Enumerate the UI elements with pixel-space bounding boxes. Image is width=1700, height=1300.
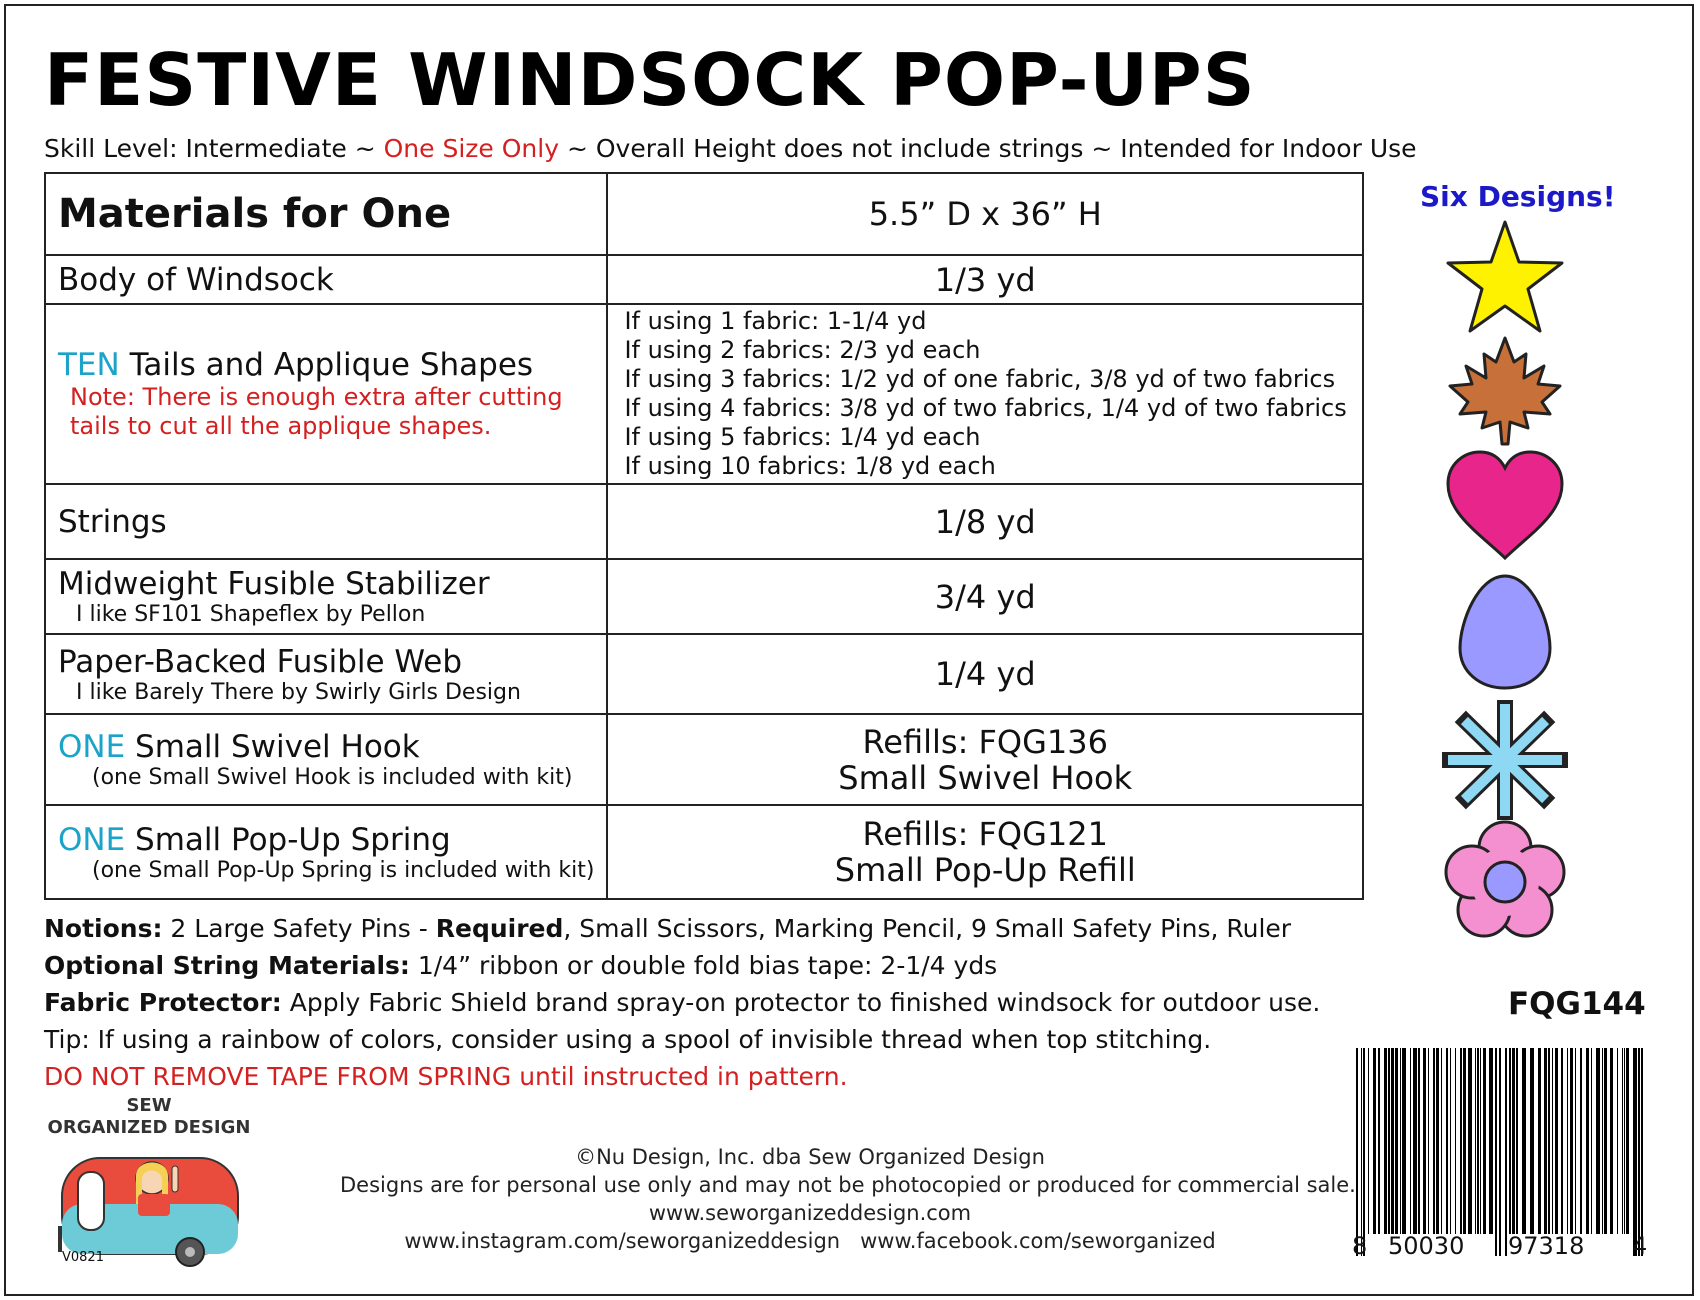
barcode-bar (1378, 1048, 1380, 1234)
version-code: V0821 (62, 1250, 104, 1265)
list-item: If using 1 fabric: 1-1/4 yd (624, 307, 927, 335)
spring-sub: (one Small Pop-Up Spring is included with kit) (92, 857, 595, 883)
table-row (45, 255, 1363, 304)
hook-refill-name: Small Swivel Hook (838, 758, 1133, 797)
tails-label: Tails and Applique Shapes (119, 347, 534, 383)
website-link[interactable]: www.seworganizeddesign.com (648, 1201, 972, 1225)
barcode-bar (1446, 1048, 1448, 1234)
star-icon (1440, 218, 1570, 338)
stabilizer-sub: I like SF101 Shapeflex by Pellon (76, 602, 426, 627)
maple-leaf-icon (1440, 332, 1570, 452)
barcode-bar (1538, 1048, 1541, 1234)
table-row (45, 714, 1363, 805)
barcode-bar (1575, 1048, 1576, 1234)
size-value: 5.5” D x 36” H (868, 195, 1102, 233)
barcode-bar (1477, 1048, 1479, 1234)
barcode-bar (1548, 1048, 1550, 1234)
tip-line: Tip: If using a rainbow of colors, consider using a spool of invisible thread when top stitching. (44, 1025, 1212, 1054)
barcode-bar (1512, 1048, 1515, 1234)
body-value: 1/3 yd (934, 260, 1036, 299)
barcode-bar (1418, 1048, 1420, 1234)
fusible-web-label: Paper-Backed Fusible Web (58, 643, 462, 680)
barcode-bar (1361, 1048, 1362, 1256)
barcode-bar (1499, 1048, 1501, 1256)
egg-icon (1440, 572, 1570, 692)
hook-label-line (58, 729, 594, 765)
barcode-bar (1433, 1048, 1435, 1234)
table-row (45, 559, 1363, 634)
barcode-bar (1475, 1048, 1476, 1234)
list-item: If using 2 fabrics: 2/3 yd each (624, 336, 981, 364)
barcode-bar (1436, 1048, 1439, 1234)
barcode-bar (1602, 1048, 1603, 1234)
skill-level-line (44, 134, 1417, 163)
barcode-bar (1561, 1048, 1563, 1234)
barcode-bar (1626, 1048, 1629, 1234)
barcode-bar (1638, 1048, 1640, 1256)
stabilizer-label: Midweight Fusible Stabilizer (58, 566, 490, 602)
materials-header: Materials for One (58, 191, 452, 237)
barcode-bar (1622, 1048, 1623, 1234)
instagram-link[interactable]: www.instagram.com/seworganizeddesign (404, 1229, 841, 1253)
barcode-bar (1617, 1048, 1618, 1234)
barcode-bar (1402, 1048, 1406, 1234)
barcode-image (1350, 1048, 1650, 1258)
barcode-bar (1516, 1048, 1518, 1234)
barcode-digit-group: 50030 (1388, 1232, 1465, 1260)
one-size-only-text: One Size Only (383, 134, 560, 163)
barcode-bar (1468, 1048, 1472, 1234)
social-links (340, 1227, 1280, 1255)
stabilizer-value: 3/4 yd (934, 577, 1036, 616)
barcode-digit-group: 97318 (1508, 1232, 1585, 1260)
barcode-bar (1368, 1048, 1369, 1234)
fusible-web-sub: I like Barely There by Swirly Girls Design (76, 679, 521, 705)
barcode-bar (1460, 1048, 1462, 1234)
barcode-bar (1544, 1048, 1547, 1234)
barcode-bar (1450, 1048, 1451, 1234)
list-item: If using 3 fabrics: 1/2 yd of one fabric, 3/8 yd of two fabrics (624, 365, 1336, 393)
barcode-bar (1552, 1048, 1553, 1234)
barcode-bar (1633, 1048, 1637, 1256)
tails-count: TEN (58, 347, 120, 383)
barcode-digit-group: 4 (1632, 1232, 1648, 1260)
barcode-bar (1400, 1048, 1401, 1234)
barcode-bar (1641, 1048, 1643, 1256)
barcode-bar (1388, 1048, 1390, 1234)
tails-note: Note: There is enough extra after cutting tails to cut all the applique shapes. (70, 383, 563, 440)
barcode-bar (1586, 1048, 1589, 1234)
table-row (45, 634, 1363, 714)
materials-table (44, 172, 1364, 900)
optional-string-line: Optional String Materials: 1/4” ribbon or double fold bias tape: 2-1/4 yds (44, 951, 998, 980)
barcode-bar (1395, 1048, 1398, 1234)
barcode-bar (1363, 1048, 1365, 1256)
barcode-bar (1441, 1048, 1442, 1234)
page-title: FESTIVE WINDSOCK POP-UPS (44, 38, 1256, 122)
six-designs-heading: Six Designs! (1420, 180, 1616, 213)
notions-line: Notions: 2 Large Safety Pins - Required, Small Scissors, Marking Pencil, 9 Small Safety Pins, Ruler (44, 914, 1292, 943)
barcode-bar (1413, 1048, 1417, 1234)
snowflake-icon (1440, 700, 1570, 820)
barcode-bar (1570, 1048, 1573, 1234)
warning-line: DO NOT REMOVE TAPE FROM SPRING until instructed in pattern. (44, 1062, 848, 1091)
fabric-options-list (608, 307, 1362, 481)
barcode-bar (1555, 1048, 1558, 1234)
tails-label-line (58, 347, 594, 383)
spring-refill: Refills: FQG121 (862, 815, 1108, 853)
table-row (45, 304, 1363, 484)
logo-text: SEW ORGANIZED DESIGN (47, 1095, 251, 1138)
list-item: If using 10 fabrics: 1/8 yd each (624, 452, 996, 480)
barcode-bar (1428, 1048, 1429, 1234)
flower-icon (1440, 818, 1570, 942)
barcode-bar (1463, 1048, 1466, 1234)
barcode-bar (1480, 1048, 1481, 1234)
spring-label-line (58, 822, 594, 858)
barcode-bar (1391, 1048, 1394, 1234)
heart-icon (1440, 446, 1570, 566)
barcode-bar (1489, 1048, 1493, 1234)
barcode-bar (1596, 1048, 1600, 1234)
barcode-bar (1624, 1048, 1625, 1234)
table-row (45, 805, 1363, 899)
strings-value: 1/8 yd (934, 502, 1036, 541)
barcode-bar (1610, 1048, 1613, 1234)
barcode-bar (1522, 1048, 1526, 1234)
barcode-bar (1505, 1048, 1507, 1256)
spring-refill-name: Small Pop-Up Refill (834, 851, 1136, 889)
barcode-bar (1591, 1048, 1592, 1234)
list-item: If using 4 fabrics: 3/8 yd of two fabrics, 1/4 yd of two fabrics (624, 394, 1347, 422)
spring-count: ONE (58, 821, 126, 858)
barcode-bar (1455, 1048, 1456, 1234)
spring-label: Small Pop-Up Spring (125, 821, 451, 858)
notions-section (44, 910, 1320, 1095)
barcode-bar (1410, 1048, 1411, 1234)
body-label: Body of Windsock (58, 261, 334, 298)
fusible-web-value: 1/4 yd (934, 655, 1036, 693)
list-item: If using 5 fabrics: 1/4 yd each (624, 423, 981, 451)
barcode-bar (1604, 1048, 1607, 1234)
hook-label: Small Swivel Hook (125, 729, 420, 765)
barcode-bar (1423, 1048, 1426, 1234)
copyright-text: ©Nu Design, Inc. dba Sew Organized Design (575, 1145, 1045, 1169)
barcode-bar (1384, 1048, 1387, 1234)
barcode-digit-group: 8 (1352, 1232, 1368, 1260)
fabric-protector-line: Fabric Protector: Apply Fabric Shield brand spray-on protector to finished windsock for outdoor use. (44, 988, 1321, 1017)
barcode-bar (1567, 1048, 1568, 1234)
table-row (45, 173, 1363, 255)
height-note-text: ~ Overall Height does not include strings ~ Intended for Indoor Use (559, 134, 1417, 163)
barcode-bar (1509, 1048, 1511, 1234)
sku-code: FQG144 (1508, 986, 1646, 1022)
barcode-bar (1580, 1048, 1582, 1234)
barcode-bar (1495, 1048, 1497, 1256)
usage-text: Designs are for personal use only and may not be photocopied or produced for commercial sale. (340, 1173, 1356, 1197)
strings-label: Strings (58, 503, 167, 540)
hook-count: ONE (58, 729, 126, 765)
barcode-bar (1356, 1048, 1358, 1256)
barcode-bar (1373, 1048, 1376, 1234)
table-row (45, 484, 1363, 559)
footer (340, 1143, 1356, 1255)
skill-level-text: Skill Level: Intermediate ~ (44, 134, 384, 163)
facebook-link[interactable]: www.facebook.com/seworganized (860, 1229, 1216, 1253)
hook-sub: (one Small Swivel Hook is included with kit) (92, 765, 573, 790)
barcode-bar (1483, 1048, 1486, 1234)
hook-refill: Refills: FQG136 (862, 722, 1108, 761)
barcode-bar (1530, 1048, 1534, 1234)
